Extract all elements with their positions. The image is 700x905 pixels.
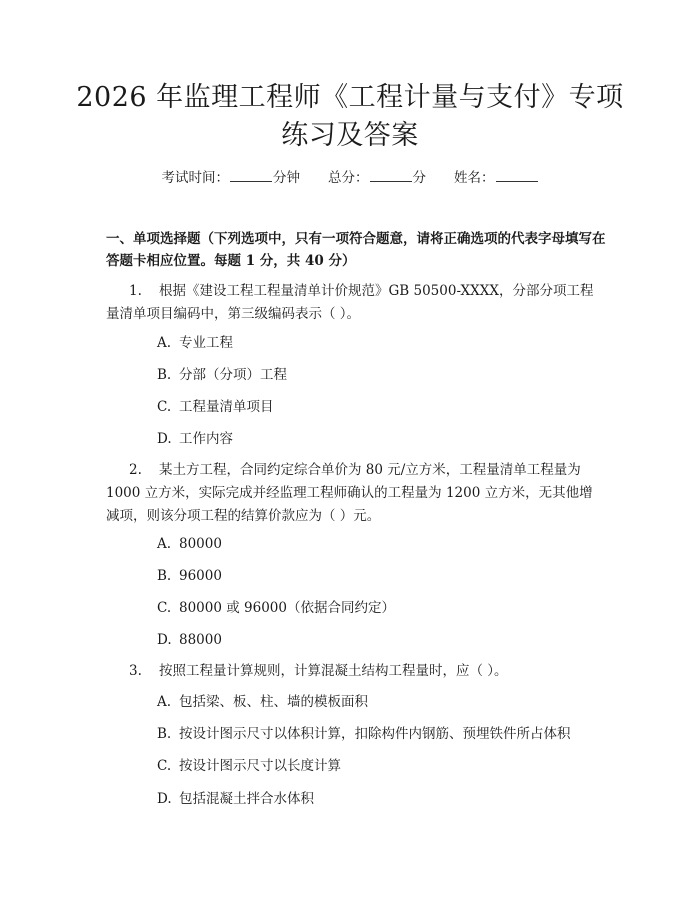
page-title-line2: 练习及答案 [281,120,419,151]
option-letter: C. [157,600,172,616]
exam-meta [0,168,700,188]
question-text: 某土方工程，合同约定综合单价为 80 元/立方米，工程量清单工程量为 1000 立方米，实际完成并经监理工程师确认的工程量为 1200 立方米，无其他增减项，则该分项工程的结算价款应为（ ）元。 [106,462,593,524]
page-title: 2026 年监理工程师《工程计量与支付》专项 [76,82,624,113]
question-number: 1. [129,283,142,299]
option-2a [157,534,222,554]
option-letter: D. [157,632,172,648]
option-3a [157,692,368,712]
option-2d [157,630,222,650]
option-2c [157,598,395,618]
option-letter: D. [157,791,172,807]
option-text: 工程量清单项目 [179,399,274,415]
option-1d [157,429,233,449]
question-3 [106,660,598,683]
question-1 [106,280,598,326]
question-number: 2. [129,462,142,478]
option-1b [157,365,287,385]
option-3b [157,724,571,744]
question-number: 3. [129,663,142,679]
option-letter: A. [157,536,172,552]
option-text: 88000 [179,632,222,648]
score-blank [370,168,412,182]
score-unit: 分 [412,170,426,186]
option-letter: C. [157,399,172,415]
option-letter: A. [157,335,172,351]
section-heading: 一、单项选择题（下列选项中，只有一项符合题意，请将正确选项的代表字母填写在答题卡相应位置。每题 1 分，共 40 分） [106,231,606,269]
option-text: 80000 或 96000（依据合同约定） [179,600,395,616]
name-label: 姓名： [454,170,495,186]
option-1c [157,397,274,417]
time-blank [230,168,272,182]
question-text: 根据《建设工程工程量清单计价规范》GB 50500-XXXX，分部分项工程量清单项目编码中，第三级编码表示（ ）。 [106,283,594,322]
option-text: 80000 [179,536,222,552]
option-text: 包括梁、板、柱、墙的模板面积 [179,694,368,710]
option-3c [157,756,341,776]
option-2b [157,566,222,586]
option-3d [157,789,314,809]
question-2 [106,459,598,528]
option-letter: C. [157,758,172,774]
option-text: 分部（分项）工程 [179,367,287,383]
option-text: 按设计图示尺寸以体积计算，扣除构件内钢筋、预埋铁件所占体积 [179,726,571,742]
option-letter: B. [157,367,172,383]
option-text: 专业工程 [179,335,233,351]
option-text: 工作内容 [179,431,233,447]
option-letter: D. [157,431,172,447]
option-1a [157,333,233,353]
time-label: 考试时间： [161,170,229,186]
option-letter: B. [157,726,172,742]
option-letter: A. [157,694,172,710]
time-unit: 分钟 [273,170,300,186]
option-text: 包括混凝土拌合水体积 [179,791,314,807]
question-text: 按照工程量计算规则，计算混凝土结构工程量时，应（ ）。 [159,663,508,679]
name-blank [496,168,538,182]
option-letter: B. [157,568,172,584]
option-text: 按设计图示尺寸以长度计算 [179,758,341,774]
score-label: 总分： [328,170,369,186]
option-text: 96000 [179,568,222,584]
